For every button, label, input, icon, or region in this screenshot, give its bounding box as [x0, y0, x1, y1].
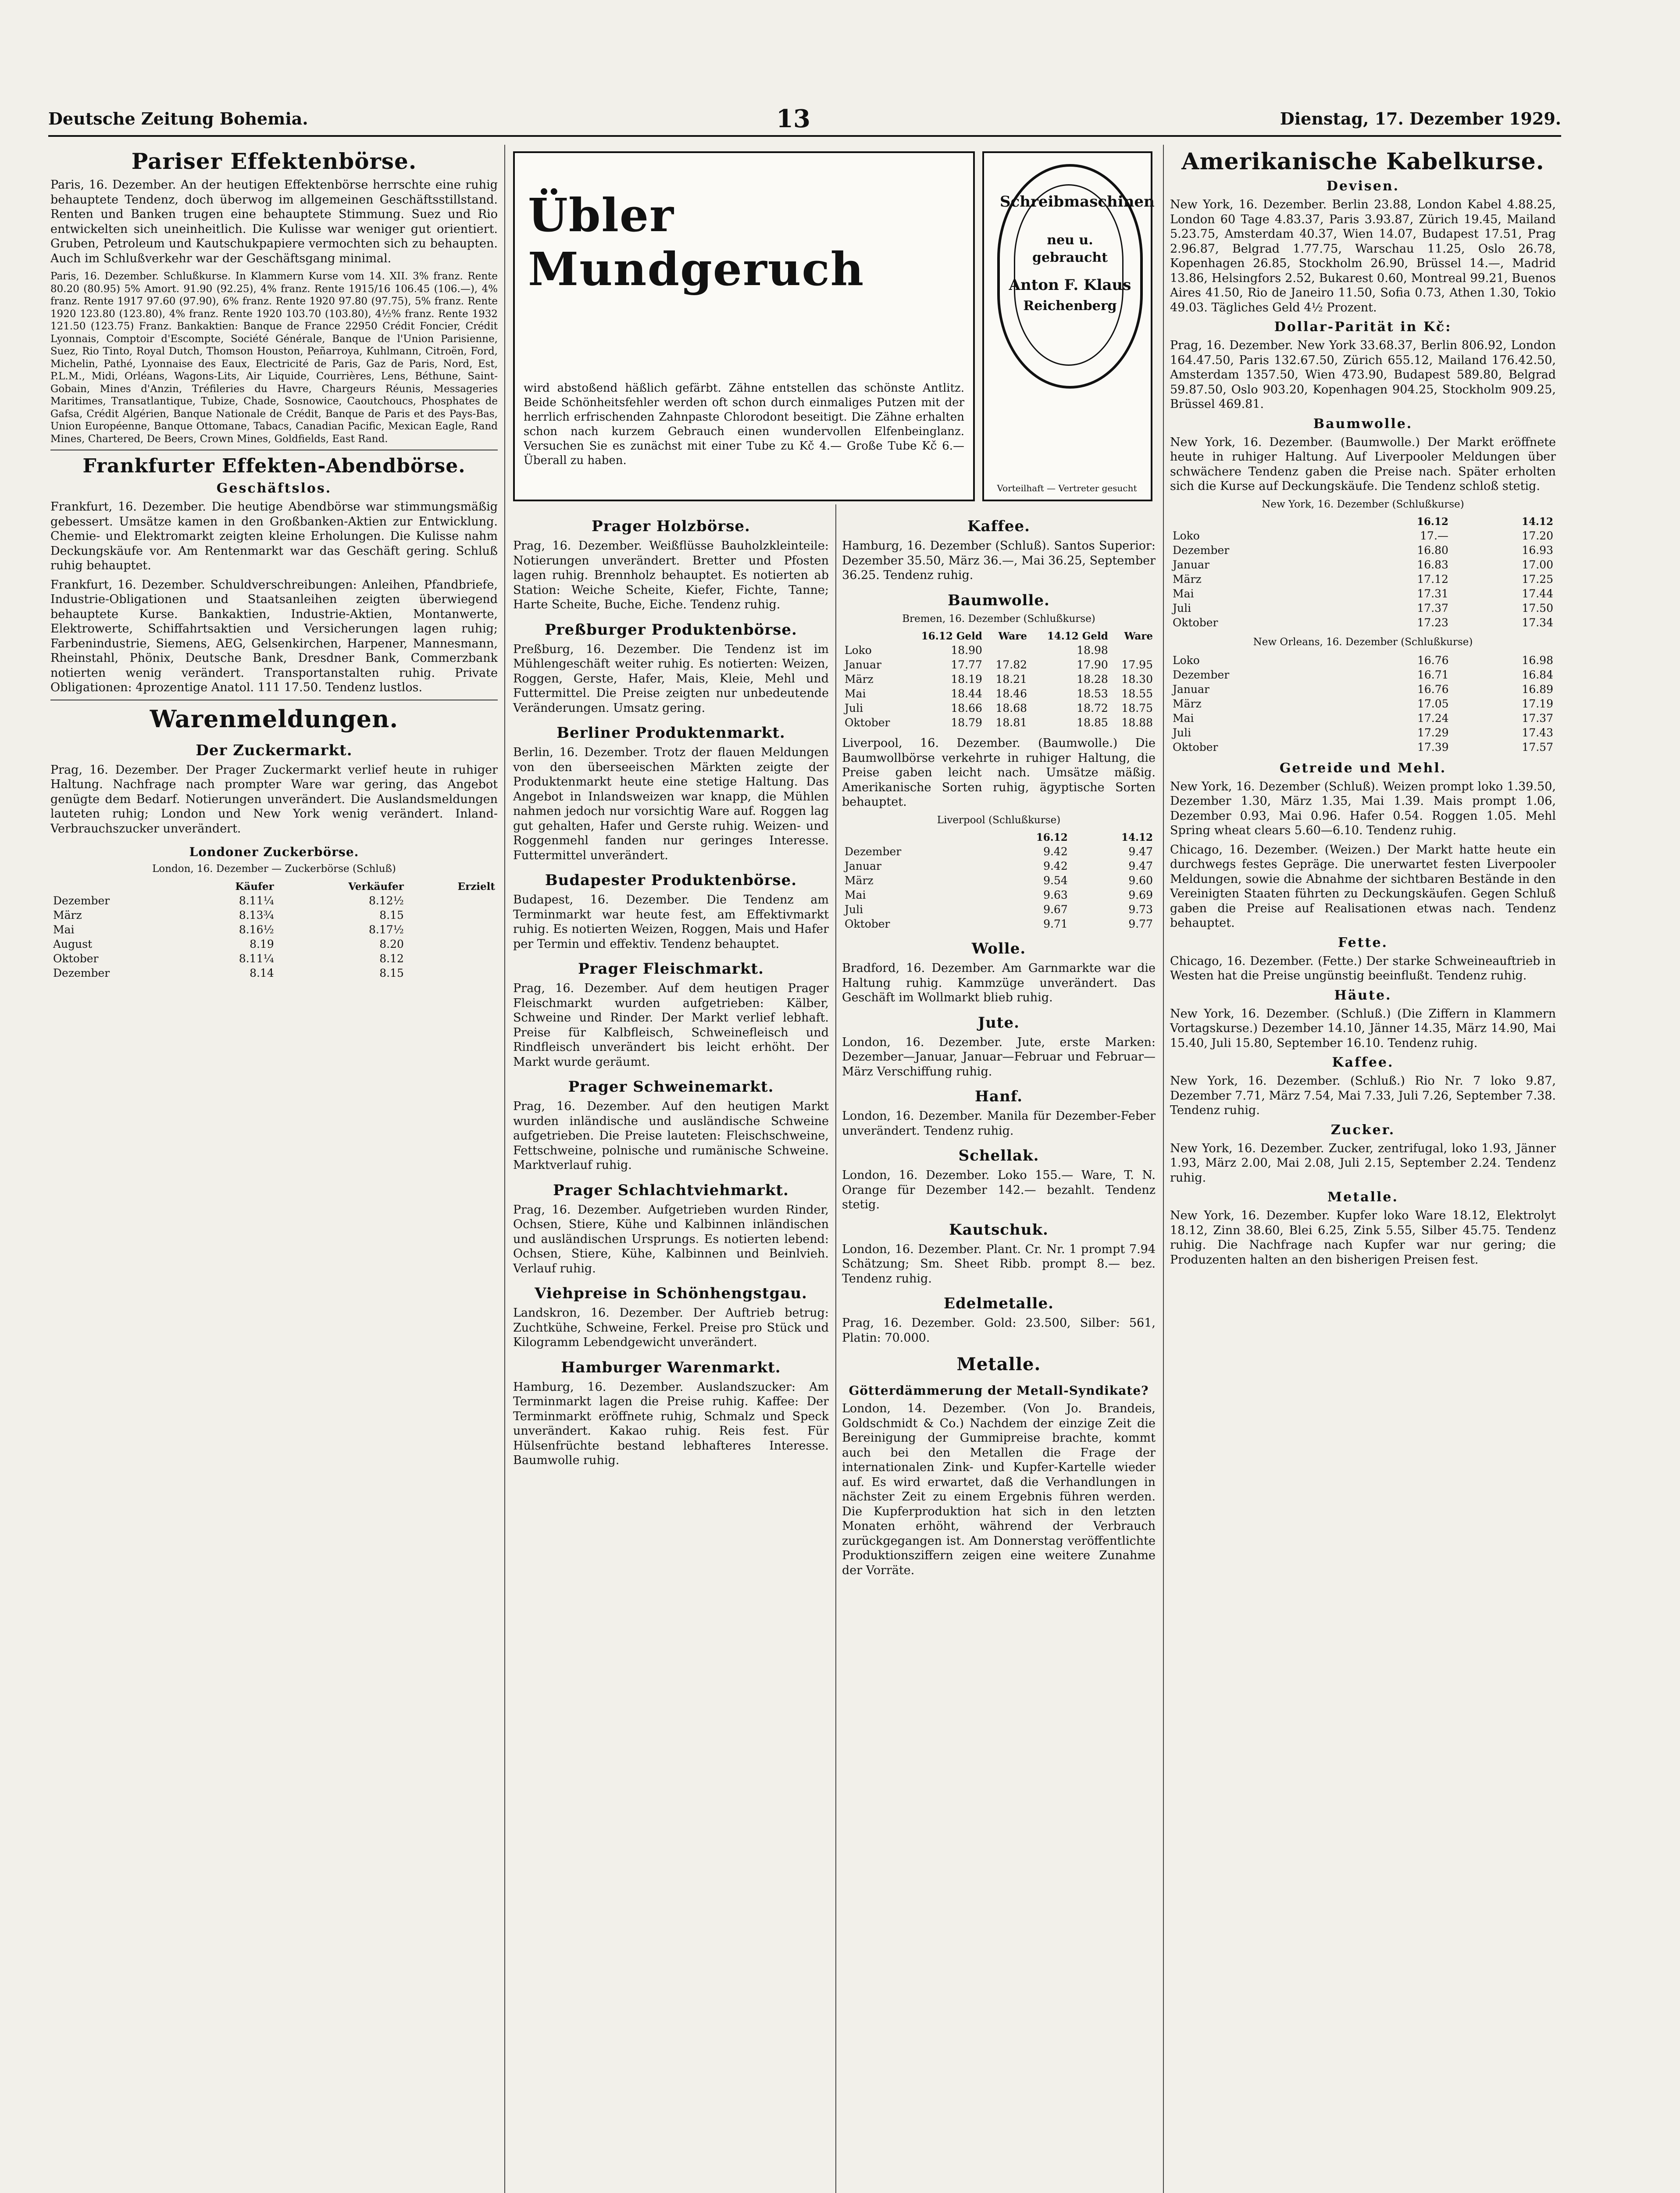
paris-report: Paris, 16. Dezember. An der heutigen Effektenbörse herrschte eine ruhig behauptete Tendenz, doch überwog im allgemeinen Geschäftsstillstand. Renten und Banken trugen eine behauptete Stimmung. Suez und Rio entwickelten sich uneinheitlich. Die Kulisse war weniger gut orientiert. Gruben, Petroleum und Kautschukpapiere vermochten sich zu behaupten. Auch im Schlußverkehr war der Geschäftsgang minimal. [50, 178, 498, 265]
dollar-heading: Dollar-Parität in Kč: [1274, 319, 1452, 335]
table-cell: 17.20 [1522, 529, 1553, 542]
ad-headline: Übler Mundgeruch [528, 188, 865, 296]
table-row [842, 643, 1156, 657]
devisen-report: New York, 16. Dezember. Berlin 23.88, London Kabel 4.88.25, London 60 Tage 4.83.37, Paris 3.93.87, Zürich 19.45, Mailand 5.23.75, Amsterdam 40.37, Wien 14.07, Budapest 17.51, Prag 2.96.87, Belgrad 1.77.75, Warschau 11.25, Oslo 26.78, Kopenhagen 26.85, Stockholm 26.90, Brüssel 14.—, Madrid 13.86, Helsingfors 2.52, Bukarest 0.60, Montreal 99.21, Buenos Aires 41.50, Rio de Janeiro 11.50, Sofia 0.73, Athen 1.30, Tokio 49.03. Tägliches Geld 4½ Prozent. [1170, 198, 1556, 314]
table-cell [407, 908, 498, 922]
chicago-report: Chicago, 16. Dezember. (Weizen.) Der Markt hatte heute ein durchwegs festes Gepräge. Die unerwartet festen Liverpooler Meldungen, sowie die Abnahme der sichtbaren Bestände in den Vereinigten Staaten führten zu Deckungskäufen. Gegen Schluß gaben die Preise auf Realisationen etwas nach. Tendenz behauptet. [1170, 843, 1556, 930]
table-cell: März [845, 673, 874, 686]
frankfurt-report-2: Frankfurt, 16. Dezember. Schuldverschreibungen: Anleihen, Pfandbriefe, Industrie-Obligationen und Staatsanleihen zeigten überwiegend behauptete Kurse. Bankaktien, Industrie-Aktien, Montanwerte, Elektrowerte, Schiffahrtsaktien und Versicherungen lagen ruhig; Farbenindustrie, Siemens, AEG, Gelsenkirchen, Harpener, Mannesmann, Rheinstahl, Phönix, Deutsche Bank, Dresdner Bank, Commerzbank notierten wenig verändert. Transportanstalten ruhig. Private Obligationen: 4prozentige Anatol. 111 17.50. Tendenz lustlos. [50, 578, 498, 694]
advertisement-schreibmaschinen [982, 151, 1155, 501]
table-cell: Januar [1173, 682, 1209, 696]
table-cell [407, 951, 498, 966]
table-cell: 9.42 [1043, 845, 1068, 858]
ny-subhead: New York, 16. Dezember (Schlußkurse) [1262, 498, 1464, 510]
hanf-heading: Hanf. [974, 1088, 1023, 1105]
table-cell: 17.37 [1522, 711, 1553, 725]
table-cell: Oktober [845, 918, 890, 930]
table-cell: 16.12 [1036, 832, 1068, 843]
table-cell: 16.71 [1417, 668, 1449, 681]
table-cell: Ware [1124, 630, 1153, 642]
table-row [1170, 725, 1556, 740]
table-row [50, 922, 498, 937]
table-cell: 9.47 [1128, 860, 1153, 872]
table-cell: Juli [1173, 602, 1191, 614]
table-cell: Januar [845, 658, 881, 671]
column-3 [842, 509, 1156, 1582]
devisen-heading: Devisen. [1326, 179, 1400, 194]
bremen-subhead: Bremen, 16. Dezember (Schlußkurse) [902, 613, 1095, 625]
london-zucker-heading: Londoner Zuckerbörse. [189, 845, 359, 859]
table-cell: 17.23 [1417, 616, 1448, 629]
table-cell: 18.28 [1077, 673, 1108, 686]
table-cell: 9.77 [1128, 918, 1153, 930]
newspaper-name: Deutsche Zeitung Bohemia. [48, 109, 308, 129]
table-cell: 17.00 [1522, 558, 1553, 571]
holz-report: Prag, 16. Dezember. Weißflüsse Bauholzkleinteile: Notierungen unverändert. Bretter und Pfosten lagen ruhig. Brennholz behauptet. Es notierten ab Station: Weiche Scheite, Kiefer, Fichte, Tanne; Harte Scheite, Buche, Eiche. Tendenz ruhig. [513, 539, 829, 611]
table-cell: 8.11¼ [239, 952, 274, 965]
table-cell: 16.80 [1417, 544, 1448, 557]
ad-line: neu u. [1047, 232, 1093, 248]
fleisch-heading: Prager Fleischmarkt. [578, 960, 764, 978]
pressburg-report: Preßburg, 16. Dezember. Die Tendenz ist im Mühlengeschäft weiter ruhig. Es notierten: Weizen, Roggen, Gerste, Hafer, Mais, Kleie, Mehl und Futtermittel. Die Preise zeigten nur unbedeutende Veränderungen. Umsatz gering. [513, 642, 829, 715]
kautschuk-report: London, 16. Dezember. Plant. Cr. Nr. 1 prompt 7.94 Schätzung; Sm. Sheet Ribb. prompt 8.— bez. Tendenz ruhig. [842, 1242, 1156, 1286]
metalle-subhead: Götterdämmerung der Metall-Syndikate? [849, 1383, 1149, 1398]
section-heading-kabelkurse: Amerikanische Kabelkurse. [1181, 148, 1544, 175]
table-cell: Oktober [1173, 616, 1218, 629]
table-cell: 9.63 [1043, 889, 1068, 901]
ad-city: Reichenberg [1023, 298, 1117, 314]
table-cell: 18.66 [951, 702, 982, 714]
ad-company-name: Anton F. Klaus [1009, 276, 1131, 294]
ad-line: gebraucht [1032, 250, 1108, 265]
table-cell: August [53, 937, 93, 950]
schoenhengst-report: Landskron, 16. Dezember. Der Auftrieb betrug: Zuchtkühe, Schweine, Ferkel. Preise pro Stück und Kilogramm Lebendgewicht unverändert. [513, 1306, 829, 1349]
table-cell: 17.— [1420, 529, 1448, 542]
table-row [842, 701, 1156, 715]
budapest-report: Budapest, 16. Dezember. Die Tendenz am Terminmarkt war heute fest, am Effektivmarkt ruhig. Es notierten Weizen, Roggen, Mais und Hafer per Termin und effektiv. Tendenz behauptet. [513, 893, 829, 951]
table-row [50, 893, 498, 908]
liverpool-report: Liverpool, 16. Dezember. (Baumwolle.) Die Baumwollbörse verkehrte in ruhiger Haltung, die Preise gaben leicht nach. Umsätze mäßig. Amerikanische Sorten ruhig, ägyptische Sorten behauptet. [842, 736, 1156, 809]
berlin-report: Berlin, 16. Dezember. Trotz der flauen Meldungen von den überseeischen Märkten zeigte der Produktenmarkt heute eine stetige Haltung. Das Angebot in Inlandsweizen war knapp, die Mühlen nahmen jedoch nur vorsichtig Ware auf. Roggen lag gut gehalten, Hafer und Gerste ruhig. Weizen- und Roggenmehl fanden nur geringes Interesse. Futtermittel unverändert. [513, 746, 829, 862]
table-row [1170, 529, 1556, 543]
table-cell: 9.47 [1128, 845, 1153, 858]
table-cell: 17.12 [1417, 573, 1448, 586]
hamburg-heading: Hamburger Warenmarkt. [561, 1358, 781, 1376]
liverpool-table [842, 831, 1156, 931]
table-cell: 16.76 [1417, 682, 1449, 696]
jute-heading: Jute. [978, 1014, 1020, 1032]
issue-date: Dienstag, 17. Dezember 1929. [1280, 109, 1561, 129]
fette-heading: Fette. [1338, 935, 1388, 950]
table-header: Erzielt [457, 880, 495, 893]
table-row [842, 657, 1156, 672]
baumwolle-heading: Baumwolle. [1313, 416, 1413, 432]
ad-body: wird abstoßend häßlich gefärbt. Zähne entstellen das schönste Antlitz. Beide Schönheitsfehler werden oft schon durch einmaliges Putzen mit der herrlich erfrischenden Zahnpaste Chlorodont beseitigt. Die Zähne erhalten schon nach kurzem Gebrauch einen wundervollen Elfenbeinglanz. Versuchen Sie es zunächst mit einer Tube zu Kč 4.— Große Tube Kč 6.— Überall zu haben. [524, 382, 964, 467]
table-row [1170, 601, 1556, 615]
schlacht-heading: Prager Schlachtviehmarkt. [553, 1181, 789, 1199]
column-rule [504, 145, 505, 2193]
haeute-heading: Häute. [1334, 987, 1392, 1003]
table-row [1170, 557, 1556, 572]
table-cell: 16.93 [1522, 544, 1553, 557]
zucker-report: Prag, 16. Dezember. Der Prager Zuckermarkt verlief heute in ruhiger Haltung. Nachfrage nach prompter Ware war gering, das Angebot genügte dem Bedarf. Notierungen unverändert. Die Auslandsmeldungen lauteten ruhig; London und New York wenig verändert. Inland-Verbrauchszucker unverändert. [50, 763, 498, 836]
table-row [842, 672, 1156, 686]
table-row [842, 917, 1156, 931]
table-cell: März [1173, 573, 1202, 586]
table-cell: 17.90 [1077, 658, 1108, 671]
table-cell: 18.55 [1121, 687, 1153, 700]
table-cell: 18.79 [951, 716, 982, 729]
table-cell: 18.85 [1077, 716, 1108, 729]
table-cell: 8.14 [250, 966, 274, 979]
schoenhengst-heading: Viehpreise in Schönhengstgau. [535, 1285, 807, 1302]
no-cotton-table [1170, 653, 1556, 754]
bremen-table [842, 629, 1156, 730]
table-cell: 16.89 [1522, 682, 1553, 696]
table-cell [407, 937, 498, 951]
table-header [50, 880, 183, 893]
table-cell [842, 831, 985, 844]
table-cell: 9.54 [1043, 874, 1068, 887]
getreide-heading: Getreide und Mehl. [1279, 760, 1447, 776]
frankfurt-report: Frankfurt, 16. Dezember. Die heutige Abendbörse war stimmungsmäßig gebessert. Umsätze kamen in den Großbanken-Aktien zur Entwicklung. Chemie- und Elektromarkt zeigten kleine Erholungen. Die Kulisse nahm Deckungskäufe vor. Am Rentenmarkt war das Geschäft gering. Schluß ruhig behauptet. [50, 500, 498, 572]
table-cell: Dezember [1173, 668, 1230, 681]
section-heading-waren: Warenmeldungen. [150, 704, 399, 733]
table-cell: Ware [998, 630, 1027, 642]
getreide-report: New York, 16. Dezember (Schluß). Weizen prompt loko 1.39.50, Dezember 1.30, März 1.35, Mai 1.39. Mais prompt 1.06, Dezember 0.93, Mai 0.96. Hafer 0.54. Roggen 1.05. Mehl Spring wheat clears 5.60—6.10. Tendenz ruhig. [1170, 779, 1556, 837]
table-cell: 17.82 [995, 658, 1027, 671]
column-1 [50, 145, 498, 986]
table-cell: 18.75 [1121, 702, 1153, 714]
table-cell: 17.44 [1522, 587, 1553, 600]
table-cell: Mai [1173, 587, 1194, 600]
table-cell: 16.84 [1522, 668, 1553, 681]
advertisement-chlorodont [513, 151, 975, 501]
table-row [1170, 682, 1556, 696]
table-cell: 9.69 [1128, 889, 1153, 901]
table-cell: 9.42 [1043, 860, 1068, 872]
liverpool-subhead: Liverpool (Schlußkurse) [937, 814, 1061, 826]
table-cell: 14.12 [1521, 516, 1553, 528]
table-cell: 8.19 [250, 937, 274, 950]
schellak-heading: Schellak. [958, 1147, 1039, 1164]
table-cell: 8.16½ [239, 923, 274, 936]
table-row [1170, 543, 1556, 557]
haeute-report: New York, 16. Dezember. (Schluß.) (Die Ziffern in Klammern Vortagskurse.) Dezember 14.10, Jänner 14.35, März 14.90, Mai 15.40, Juli 15.80, September 16.10. Tendenz ruhig. [1170, 1007, 1556, 1050]
table-row [842, 888, 1156, 902]
table-cell: Januar [845, 860, 881, 872]
table-cell: Mai [53, 923, 75, 936]
table-row [1170, 740, 1556, 754]
table-cell: 17.19 [1522, 697, 1553, 710]
table-cell [1170, 515, 1346, 529]
table-row [50, 908, 498, 922]
berlin-heading: Berliner Produktenmarkt. [556, 724, 785, 742]
table-row [1170, 711, 1556, 725]
table-row [50, 937, 498, 951]
table-cell: 17.57 [1522, 740, 1553, 754]
dollar-report: Prag, 16. Dezember. New York 33.68.37, Berlin 806.92, London 164.47.50, Paris 132.67.50, Zürich 655.12, Mailand 176.42.50, Amsterdam 1357.50, Wien 473.90, Budapest 589.80, Belgrad 59.87.50, Oslo 903.20, Kopenhagen 904.25, Stockholm 909.25, Brüssel 469.81. [1170, 339, 1556, 411]
table-cell: 8.12 [379, 952, 404, 965]
table-cell: 18.68 [995, 702, 1027, 714]
table-cell: 18.98 [1077, 644, 1108, 657]
table-cell: Loko [1173, 529, 1200, 542]
table-cell: 17.50 [1522, 602, 1553, 614]
baumwolle-report: New York, 16. Dezember. (Baumwolle.) Der Markt eröffnete heute in ruhiger Haltung. Auf Liverpooler Meldungen über schwächere Tendenz gaben die Preise nach. Später erholten sich die Kurse auf Deckungskäufe. Die Tendenz schloß stetig. [1170, 435, 1556, 493]
table-row [1170, 586, 1556, 601]
table-cell: 9.71 [1043, 918, 1068, 930]
table-row [842, 902, 1156, 917]
table-cell: 8.17½ [368, 923, 404, 936]
hamburg-report: Hamburg, 16. Dezember. Auslandszucker: Am Terminmarkt lagen die Preise ruhig. Kaffee: Der Terminmarkt eröffnete ruhig, Schmalz und Speck unverändert. Kakao ruhig. Reis fest. Für Hülsenfrüchte bestand lebhafteres Interesse. Baumwolle ruhig. [513, 1380, 829, 1467]
table-cell: 17.24 [1417, 711, 1449, 725]
table-cell: Januar [1173, 558, 1209, 571]
table-cell: 16.12 [1416, 516, 1448, 528]
kaffee-heading: Kaffee. [967, 518, 1030, 535]
holz-heading: Prager Holzbörse. [592, 518, 750, 535]
table-row [1170, 696, 1556, 711]
zucker-heading-ny: Zucker. [1330, 1122, 1395, 1138]
fleisch-report: Prag, 16. Dezember. Auf dem heutigen Prager Fleischmarkt wurden aufgetrieben: Kälber, Schweine und Rinder. Der Markt verlief lebhaft. Preise für Kalbfleisch, Schweinefleisch und Rindfleisch unverändert bis leicht erhöht. Der Markt wurde geräumt. [513, 982, 829, 1069]
table-cell: 17.31 [1417, 587, 1448, 600]
edelmetalle-heading: Edelmetalle. [944, 1295, 1054, 1312]
hanf-report: London, 16. Dezember. Manila für Dezember-Feber unverändert. Tendenz ruhig. [842, 1109, 1156, 1138]
table-row [842, 686, 1156, 701]
table-row [1170, 653, 1556, 668]
metalle-report-ny: New York, 16. Dezember. Kupfer loko Ware 18.12, Elektrolyt 18.12, Zinn 38.60, Blei 6.25, Zink 5.55, Silber 45.75. Tendenz ruhig. Die Nachfrage nach Kupfer war nur gering; die Produzenten halten an den bisherigen Preisen fest. [1170, 1209, 1556, 1267]
table-cell: 8.15 [379, 966, 404, 979]
table-cell: Juli [845, 903, 863, 916]
table-cell: 18.88 [1121, 716, 1153, 729]
table-row [1170, 572, 1556, 586]
table-cell: 18.21 [995, 673, 1027, 686]
table-cell: 8.12½ [368, 894, 404, 907]
table-cell: 17.25 [1522, 573, 1553, 586]
metalle-heading-ny: Metalle. [1327, 1189, 1398, 1205]
table-cell: Dezember [1173, 544, 1230, 557]
table-cell: Oktober [845, 716, 890, 729]
table-row [842, 844, 1156, 859]
column-rule [1163, 145, 1164, 2193]
ad-oval-inner [1014, 184, 1124, 366]
column-4 [1170, 145, 1556, 1272]
ny-cotton-table [1170, 515, 1556, 630]
table-cell: 18.81 [995, 716, 1027, 729]
london-zucker-sub: London, 16. Dezember — Zuckerbörse (Schluß) [152, 863, 396, 875]
schellak-report: London, 16. Dezember. Loko 155.— Ware, T. N. Orange für Dezember 142.— bezahlt. Tendenz stetig. [842, 1168, 1156, 1211]
table-cell: 18.72 [1077, 702, 1108, 714]
table-cell: Dezember [53, 894, 110, 907]
table-cell [407, 966, 498, 980]
jute-report: London, 16. Dezember. Jute, erste Marken: Dezember—Januar, Januar—Februar und Februar—März Verschiffung ruhig. [842, 1035, 1156, 1079]
column-2 [513, 509, 829, 1472]
table-cell: März [53, 908, 82, 921]
table-cell: 18.53 [1077, 687, 1108, 700]
table-cell: Mai [845, 687, 866, 700]
table-cell [407, 893, 498, 908]
metalle-heading: Metalle. [956, 1354, 1041, 1375]
zucker-report-ny: New York, 16. Dezember. Zucker, zentrifugal, loko 1.93, Jänner 1.93, März 2.00, Mai 2.08, Juli 2.15, September 2.24. Tendenz ruhig. [1170, 1141, 1556, 1185]
ad-arc-text: Schreibmaschinen [1000, 193, 1155, 211]
ad-footer: Vorteilhaft — Vertreter gesucht [997, 483, 1137, 493]
table-cell: März [1173, 697, 1202, 710]
table-cell: 18.46 [995, 687, 1027, 700]
no-subhead: New Orleans, 16. Dezember (Schlußkurse) [1253, 636, 1473, 648]
table-cell: Mai [1173, 711, 1194, 725]
table-row [842, 715, 1156, 730]
table-cell: 17.77 [951, 658, 982, 671]
kaffee-report-ny: New York, 16. Dezember. (Schluß.) Rio Nr. 7 loko 9.87, Dezember 7.71, März 7.54, Mai 7.33, Juli 7.26, September 7.38. Tendenz ruhig. [1170, 1074, 1556, 1117]
pressburg-heading: Preßburger Produktenbörse. [545, 621, 797, 639]
kautschuk-heading: Kautschuk. [949, 1221, 1049, 1239]
table-cell: 9.73 [1128, 903, 1153, 916]
table-cell: 17.95 [1121, 658, 1153, 671]
section-heading-frankfurt: Frankfurter Effekten-Abendbörse. [82, 455, 466, 477]
table-cell: 18.19 [951, 673, 982, 686]
zucker-heading: Der Zuckermarkt. [196, 741, 353, 759]
wolle-heading: Wolle. [971, 940, 1026, 957]
table-cell: 9.67 [1043, 903, 1068, 916]
table-cell: 16.83 [1417, 558, 1448, 571]
table-row [1170, 615, 1556, 630]
table-cell: Dezember [845, 845, 902, 858]
table-cell: 8.15 [379, 908, 404, 921]
section-heading-paris: Pariser Effektenbörse. [131, 148, 417, 174]
table-row [50, 951, 498, 966]
table-cell: Juli [845, 702, 863, 714]
paris-quotes: Paris, 16. Dezember. Schlußkurse. In Klammern Kurse vom 14. XII. 3% franz. Rente 80.20 (80.95) 5% Amort. 91.90 (92.25), 4% franz. Rente 1915/16 106.45 (106.—), 4% franz. Rente 1917 97.60 (97.90), 6% franz. Rente 1920 97.80 (97.75), 5% franz. Rente 1920 123.80 (123.80), 4% franz. Rente 1920 103.70 (103.80), 4½% franz. Rente 1932 121.50 (123.75) Franz. Bankaktien: Banque de France 22950 Crédit Foncier, Crédit Lyonnais, Comptoir d'Escompte, Société Générale, Banque de l'Union Parisienne, Suez, Rio Tinto, Royal Dutch, Thomson Houston, Peñarroya, Kuhlmann, Citroën, Ford, Michelin, Pathé, Lyonnaise des Eaux, Electricité de Paris, Gaz de Paris, Nord, Est, P.L.M., Midi, Orléans, Wagons-Lits, Air Liquide, Courrières, Lens, Béthune, Saint-Gobain, Mines d'Anzin, Tréfileries du Havre, Chargeurs Réunis, Messageries Maritimes, Transatlantique, Tubize, Chade, Sosnowice, Caoutchoucs, Phosphates de Gafsa, Crédit Algérien, Banque Nationale de Crédit, Banque de Paris et des Pays-Bas, Union Européenne, Banque Ottomane, Tabacs, Canadian Pacific, Mexican Eagle, Rand Mines, Chartered, De Beers, Crown Mines, Goldfields, East Rand. [50, 271, 498, 445]
table-cell [842, 629, 904, 643]
table-cell: 8.20 [379, 937, 404, 950]
table-cell: Loko [845, 644, 872, 657]
table-cell: 18.30 [1121, 673, 1153, 686]
schwein-heading: Prager Schweinemarkt. [568, 1078, 774, 1096]
table-cell: 16.76 [1417, 654, 1449, 667]
schlacht-report: Prag, 16. Dezember. Aufgetrieben wurden Rinder, Ochsen, Stiere, Kühe und Kalbinnen inländischen und ausländischen Ursprungs. Es notierten lebend: Ochsen, Stiere, Kühe, Kalbinnen und Beinlvieh. Verlauf ruhig. [513, 1203, 829, 1275]
table-cell: Oktober [1173, 740, 1218, 754]
london-zucker-table [50, 880, 498, 980]
schwein-report: Prag, 16. Dezember. Auf den heutigen Markt wurden inländische und ausländische Schweine aufgetrieben. Die Preise lauteten: Fleischschweine, Fettschweine, polnische und rumänische Schweine. Marktverlauf ruhig. [513, 1100, 829, 1172]
baumwolle-heading: Baumwolle. [948, 591, 1050, 609]
table-cell: Juli [1173, 726, 1191, 739]
edelmetalle-report: Prag, 16. Dezember. Gold: 23.500, Silber: 561, Platin: 70.000. [842, 1316, 1156, 1345]
table-header: Verkäufer [348, 880, 404, 893]
kaffee-report: Hamburg, 16. Dezember (Schluß). Santos Superior: Dezember 35.50, März 36.—, Mai 36.25, September 36.25. Tendenz ruhig. [842, 539, 1156, 582]
table-row [50, 966, 498, 980]
column-rule [835, 504, 836, 2193]
table-cell: 9.60 [1128, 874, 1153, 887]
table-cell [985, 643, 1030, 657]
table-cell: 17.34 [1522, 616, 1553, 629]
table-cell: Oktober [53, 952, 99, 965]
table-cell: 8.13¾ [239, 908, 274, 921]
table-cell: März [845, 874, 874, 887]
table-cell: 14.12 Geld [1047, 630, 1108, 642]
kaffee-heading-ny: Kaffee. [1332, 1055, 1394, 1070]
table-cell: 17.37 [1417, 602, 1448, 614]
budapest-heading: Budapester Produktenbörse. [545, 871, 797, 889]
table-cell: Loko [1173, 654, 1200, 667]
table-cell: 16.12 Geld [921, 630, 982, 642]
frankfurt-subhead: Geschäftslos. [216, 481, 332, 496]
table-row [1170, 668, 1556, 682]
table-cell [407, 922, 498, 937]
ad-oval-frame [997, 164, 1155, 389]
table-cell: Dezember [53, 966, 110, 979]
table-cell: 14.12 [1121, 832, 1153, 843]
table-cell: 17.29 [1417, 726, 1449, 739]
table-cell: 8.11¼ [239, 894, 274, 907]
table-row [842, 859, 1156, 873]
wolle-report: Bradford, 16. Dezember. Am Garnmarkte war die Haltung ruhig. Kammzüge unverändert. Das Geschäft im Wollmarkt blieb ruhig. [842, 961, 1156, 1004]
table-row [842, 873, 1156, 888]
table-cell: 18.90 [951, 644, 982, 657]
page-number: 13 [776, 104, 810, 133]
page-header [48, 104, 1561, 137]
table-cell [1111, 643, 1156, 657]
metalle-report: London, 14. Dezember. (Von Jo. Brandeis, Goldschmidt & Co.) Nachdem der einzige Zeit die Bereinigung der Gummipreise brachte, kommt auch bei den Metallen die Frage der internationalen Zink- und Kupfer-Kartelle wieder auf. Es wird erwartet, daß die Verhandlungen in nächster Zeit zu einem Ergebnis führen werden. Die Kupferproduktion hat sich in den letzten Monaten erhöht, während der Verbrauch zurückgegangen ist. Am Donnerstag veröffentlichte Produktionsziffern zeigen eine weitere Zunahme der Vorräte. [842, 1402, 1156, 1577]
table-cell: 17.43 [1522, 726, 1553, 739]
fette-report: Chicago, 16. Dezember. (Fette.) Der starke Schweineauftrieb in Westen hat die Preise ungünstig beeinflußt. Tendenz ruhig. [1170, 954, 1556, 982]
table-cell: 17.39 [1417, 740, 1449, 754]
table-header: Käufer [235, 880, 274, 893]
table-cell: 18.44 [951, 687, 982, 700]
table-cell: 16.98 [1522, 654, 1553, 667]
table-cell: Mai [845, 889, 866, 901]
table-cell: 17.05 [1417, 697, 1449, 710]
